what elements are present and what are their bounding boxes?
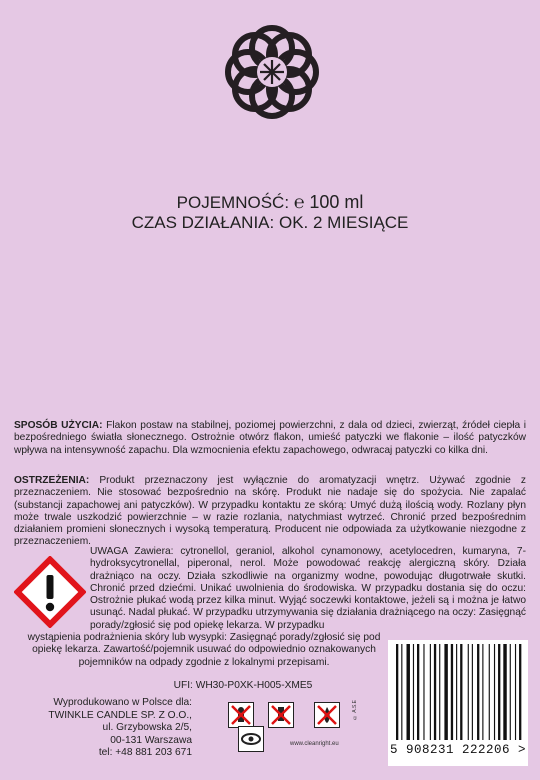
barcode-bar — [444, 644, 447, 740]
duration-line — [0, 213, 540, 233]
barcode-bar — [417, 644, 419, 740]
usage-section — [14, 420, 526, 457]
producer-line: 00-131 Warszawa — [110, 734, 192, 746]
no-fire-icon — [314, 702, 340, 728]
ghs-exclamation-icon — [14, 556, 86, 628]
barcode-bar — [503, 644, 506, 740]
caution-section — [90, 546, 526, 632]
barcode-bar — [430, 644, 431, 740]
barcode-bar — [456, 644, 457, 740]
cleanright-link: www.cleanright.eu — [290, 741, 339, 747]
barcode-bar — [489, 644, 490, 740]
producer-line: tel: +48 881 203 671 — [98, 747, 192, 758]
barcode-bar — [498, 644, 500, 740]
warnings-heading: OSTRZEŻENIA: — [14, 475, 90, 486]
usage-heading: SPOSÓB UŻYCIA: — [14, 420, 103, 431]
barcode-bar — [401, 644, 402, 740]
capacity-block — [0, 192, 540, 233]
ufi-code: UFI: WH30-P0XK-H005-XME5 — [173, 680, 313, 691]
eye-irritation-icon — [238, 726, 264, 752]
barcode-bar — [413, 644, 414, 740]
usage-text: Flakon postaw na stabilnej, poziomej powierzchni, z dala od dzieci, zwierząt, źródeł ciepła i bezpośredniego światła słonecznego. Ostrożnie otwórz flakon, umieść patyczki we flakonie – ilość patyczków wpływa na intensywność zapachu. Dla wzmocnienia efektu zapachowego, odwracaj patyczki co kilka dni. — [14, 420, 527, 456]
barcode-bar — [434, 644, 436, 740]
estimated-mark-icon: ℮ — [293, 192, 305, 212]
barcode-bar — [439, 644, 440, 740]
producer-line: TWINKLE CANDLE SP. Z O.O., — [48, 709, 192, 721]
barcode-bar — [407, 644, 410, 740]
producer-info — [34, 697, 192, 760]
barcode-bar — [510, 644, 511, 740]
capacity-value: 100 ml — [309, 192, 364, 212]
caution-text: UWAGA Zawiera: cytronellol, geraniol, alkohol cynamonowy, acetylocedren, kumaryna, 7-hydroksycytronellal, piperonal, nerol. Może powodować reakcję alergiczną skóry. Działa drażniąco na oczy. Działa szkodliwie na organizmy wodne, powodując długotrwałe skutki. Chronić przed dziećmi. Unikać uwolnienia do środowiska. W przypadku dostania się do oczu: Ostrożnie płukać wodą przez kilka minut. Wyjąć soczewki kontaktowe, jeżeli są i można je łatwo usunąć. Nadal płukać. W przypadku utrzymywania się działania drażniącego na oczy: Zasięgnąć porady/zgłosić się pod opiekę lekarza. W przypadku — [90, 546, 526, 631]
barcode-bar — [423, 644, 424, 740]
caution-tail-text: wystąpienia podrażnienia skóry lub wysypki: Zasięgnąć porady/zgłosić się pod opiekę lekarza. Zawartość/pojemnik usuwać do odpowiednio oznakowanych pojemników na odpady zgodnie z lokalnymi przepisami. — [27, 632, 381, 668]
barcode — [388, 640, 528, 766]
barcode-bar — [460, 644, 462, 740]
duration-label: CZAS DZIAŁANIA: — [131, 213, 275, 232]
producer-line: Wyprodukowano w Polsce dla: — [53, 697, 192, 708]
barcode-bar — [451, 644, 453, 740]
barcode-bar — [472, 644, 473, 740]
duration-value: OK. 2 MIESIĄCE — [278, 213, 409, 232]
barcode-bar — [519, 644, 521, 740]
barcode-bar — [482, 644, 483, 740]
barcode-bar — [477, 644, 479, 740]
barcode-bar — [396, 644, 398, 740]
barcode-digits: 5 908231 222206 > — [389, 743, 527, 757]
keep-away-from-children-icon — [228, 702, 254, 728]
producer-line: ul. Grzybowska 2/5, — [102, 722, 192, 733]
barcode-bars — [388, 644, 528, 742]
barcode-bar — [468, 644, 469, 740]
caution-tail — [14, 632, 394, 669]
barcode-bar — [494, 644, 495, 740]
capacity-label: POJEMNOŚĆ: — [176, 193, 290, 212]
flower-mandala-icon — [218, 18, 326, 126]
ase-mark: © A.S.E — [352, 700, 358, 720]
warnings-section — [14, 475, 526, 549]
barcode-bar — [515, 644, 516, 740]
warnings-text: Produkt przeznaczony jest wyłącznie do aromatyzacji wnętrz. Używać zgodnie z przeznaczeniem. Nie stosować bezpośrednio na skórę. Produkt nie nadaje się do spożycia. Nie zapalać (substancji zapachowej ani patyczków). W przypadku kontaktu ze skórą: Umyć dużą ilością wody. Rozlany płyn może trwale uszkodzić powierzchnie – w razie rozlania, natychmiast wytrzeć. Chronić przed bezpośrednim działaniem promieni słonecznych i wysoką temperaturą. Producent nie odpowiada za użytkowanie niezgodne z przeznaczeniem. — [14, 475, 526, 548]
no-drinking-icon — [268, 702, 294, 728]
capacity-line — [0, 192, 540, 213]
